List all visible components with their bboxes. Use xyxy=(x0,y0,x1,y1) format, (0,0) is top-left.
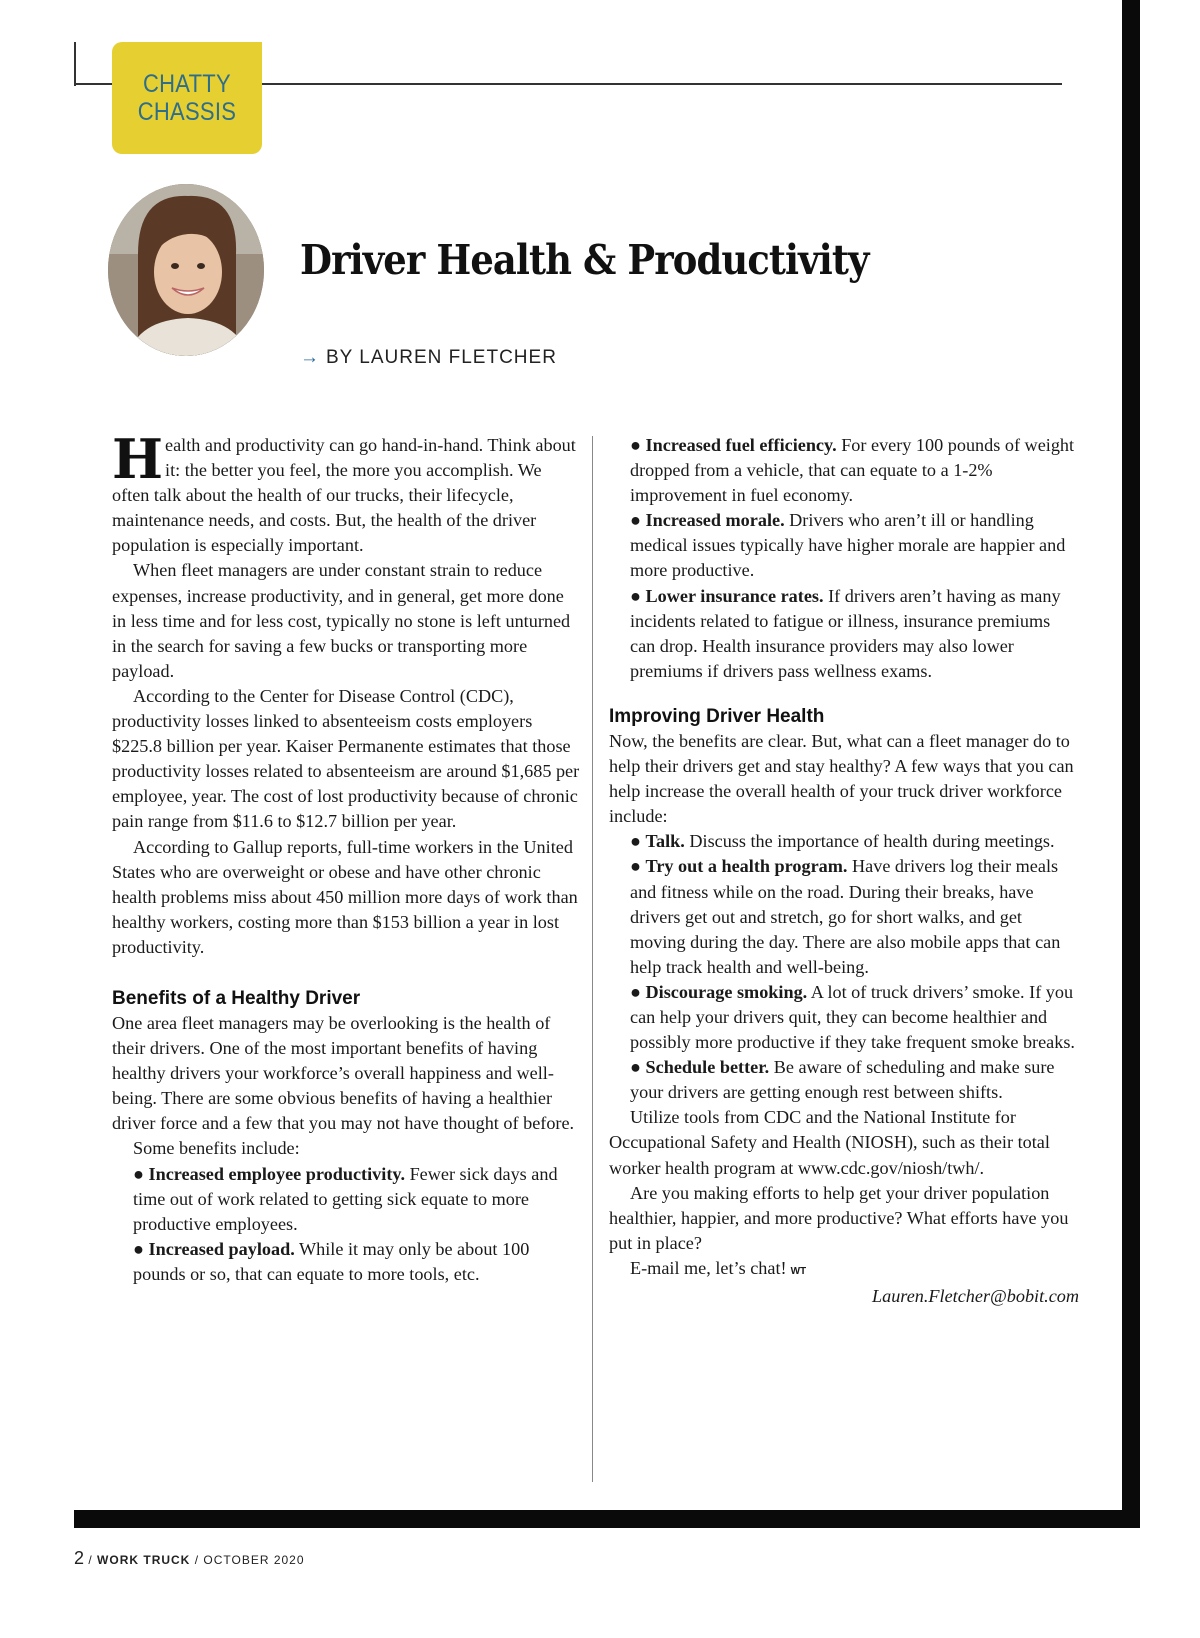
bullet-text: Drivers who aren’t ill or handling medical issues typically have higher morale are happier and more productive. xyxy=(630,510,1066,581)
paragraph-text: ealth and productivity can go hand-in-hand. Think about it: the better you feel, the more you accomplish. We often talk about the health of our trucks, their lifecycle, maintenance needs, and costs. But, the health of the driver population is especially important. xyxy=(112,435,576,556)
bullet-text: If drivers aren’t having as many incidents related to fatigue or illness, insurance premiums can drop. Health insurance providers may also lower premiums if drivers pass wellness exams. xyxy=(630,585,1061,681)
bullet-title: Try out a health program. xyxy=(645,856,848,877)
page-border-bottom xyxy=(74,1510,1140,1528)
header-rule xyxy=(258,83,1062,85)
issue-date: OCTOBER 2020 xyxy=(203,1553,305,1567)
author-photo xyxy=(108,184,264,356)
bullet-item: ● Increased fuel efficiency. For every 100 pounds of weight dropped from a vehicle, that can equate to a 1-2% improvement in fuel economy. xyxy=(630,435,1075,506)
byline-text: BY LAUREN FLETCHER xyxy=(326,347,557,368)
arrow-right-icon: → xyxy=(300,347,320,368)
left-column xyxy=(112,427,582,1287)
department-label-line1: CHATTY xyxy=(143,70,231,98)
bullet-title: Increased employee productivity. xyxy=(148,1163,406,1184)
drop-cap: H xyxy=(112,427,164,491)
bullet-text: Discuss the importance of health during meetings. xyxy=(684,831,1055,852)
paragraph xyxy=(112,427,582,558)
byline xyxy=(300,347,557,369)
page-footer: 2 / WORK TRUCK / OCTOBER 2020 xyxy=(74,1548,305,1568)
page-border-right xyxy=(1122,0,1140,1528)
bullet-text: For every 100 pounds of weight dropped from a vehicle, that can equate to a 1-2% improvement in fuel economy. xyxy=(630,435,1075,506)
bullet-text: Be aware of scheduling and make sure your drivers are getting enough rest between shifts. xyxy=(630,1057,1055,1103)
bullet-item: ● Lower insurance rates. If drivers aren’t having as many incidents related to fatigue or illness, insurance premiums can drop. Health insurance providers may also lower premiums if drivers pass wellness exams. xyxy=(630,585,1061,681)
bullet-text: A lot of truck drivers’ smoke. If you can help your drivers quit, they can become healthier and possibly more productive if they take frequent smoke breaks. xyxy=(630,981,1075,1053)
closing-text: E-mail me, let’s chat! xyxy=(630,1257,787,1278)
headline: Driver Health & Productivity xyxy=(300,236,869,284)
paragraph: Now, the benefits are clear. But, what can a fleet manager do to help their drivers get and stay healthy? A few ways that you can help increase the overall health of your truck driver workforce include: xyxy=(609,730,1074,827)
bullet-item: ● Schedule better. Be aware of scheduling and make sure your drivers are getting enough rest between shifts. xyxy=(630,1057,1055,1103)
paragraph: According to the Center for Disease Control (CDC), productivity losses linked to absenteeism costs employers $225.8 billion per year. Kaiser Permanente estimates that those productivity losses related to absenteeism are around $1,685 per employee, year. The cost of lost productivity because of chronic pain range from $11.6 to $12.7 billion per year. xyxy=(112,685,580,832)
bullet-item: ● Increased payload. While it may only be about 100 pounds or so, that can equate to more tools, etc. xyxy=(133,1238,530,1284)
author-email[interactable]: Lauren.Fletcher@bobit.com xyxy=(872,1286,1079,1306)
header-rule-left-tick xyxy=(74,83,112,85)
bullet-title: Increased morale. xyxy=(645,510,785,531)
bullet-item: ● Discourage smoking. A lot of truck drivers’ smoke. If you can help your drivers quit, they can become healthier and possibly more productive if they take frequent smoke breaks. xyxy=(630,981,1075,1053)
end-mark: WT xyxy=(790,1265,807,1277)
department-badge xyxy=(112,42,262,154)
right-column xyxy=(609,433,1079,1309)
paragraph: Utilize tools from CDC and the National Institute for Occupational Safety and Health (NIOSH), such as their total worker health program at www.cdc.gov/niosh/twh/. xyxy=(609,1107,1050,1178)
paragraph: One area fleet managers may be overlooking is the health of their drivers. One of the most important benefits of having healthy drivers your workforce’s overall happiness and well-being. There are some obvious benefits of having a healthier driver force and a few that you may not have thought of before. xyxy=(112,1012,575,1134)
bullet-text: Have drivers log their meals and fitness while on the road. During their breaks, have drivers get out and stretch, go for short walks, and get moving during the day. There are also mobile apps that can help track health and well-being. xyxy=(630,856,1061,977)
bullet-item: ● Increased morale. Drivers who aren’t ill or handling medical issues typically have higher morale are happier and more productive. xyxy=(630,510,1066,581)
bullet-item: ● Increased employee productivity. Fewer sick days and time out of work related to getting sick equate to more productive employees. xyxy=(133,1163,558,1234)
header-rule-left xyxy=(74,42,76,86)
paragraph: Some benefits include: xyxy=(133,1138,300,1159)
bullet-title: Schedule better. xyxy=(645,1057,770,1078)
bullet-title: Discourage smoking. xyxy=(645,981,808,1002)
bullet-text: Fewer sick days and time out of work related to getting sick equate to more productive employees. xyxy=(133,1163,558,1234)
bullet-title: Talk. xyxy=(645,831,685,852)
paragraph: Are you making efforts to help get your driver population healthier, happier, and more productive? What efforts have you put in place? xyxy=(609,1182,1069,1253)
bullet-title: Lower insurance rates. xyxy=(645,585,824,606)
column-divider xyxy=(592,436,593,1482)
paragraph xyxy=(609,1256,1079,1284)
publication-name: WORK TRUCK xyxy=(97,1553,191,1567)
paragraph: When fleet managers are under constant strain to reduce expenses, increase productivity, and in general, get more done in less time and for less cost, typically no stone is left unturned in the search for saving a few bucks or transporting more payload. xyxy=(112,560,571,681)
department-label-line2: CHASSIS xyxy=(137,98,237,126)
bullet-text: While it may only be about 100 pounds or so, that can equate to more tools, etc. xyxy=(133,1238,530,1284)
bullet-title: Increased payload. xyxy=(148,1238,295,1259)
bullet-item: ● Try out a health program. Have drivers log their meals and fitness while on the road. During their breaks, have drivers get out and stretch, go for short walks, and get moving during the day. There are also mobile apps that can help track health and well-being. xyxy=(630,856,1061,977)
section-heading: Benefits of a Healthy Driver xyxy=(112,987,361,1009)
section-heading: Improving Driver Health xyxy=(609,705,825,727)
bullet-title: Increased fuel efficiency. xyxy=(645,435,837,455)
paragraph: According to Gallup reports, full-time workers in the United States who are overweight or obese and have other chronic health problems miss about 450 million more days of work than healthy workers, costing more than $153 billion a year in lost productivity. xyxy=(112,836,578,957)
bullet-item: ● Talk. Discuss the importance of health during meetings. xyxy=(630,831,1055,852)
page-number: 2 xyxy=(74,1548,85,1568)
